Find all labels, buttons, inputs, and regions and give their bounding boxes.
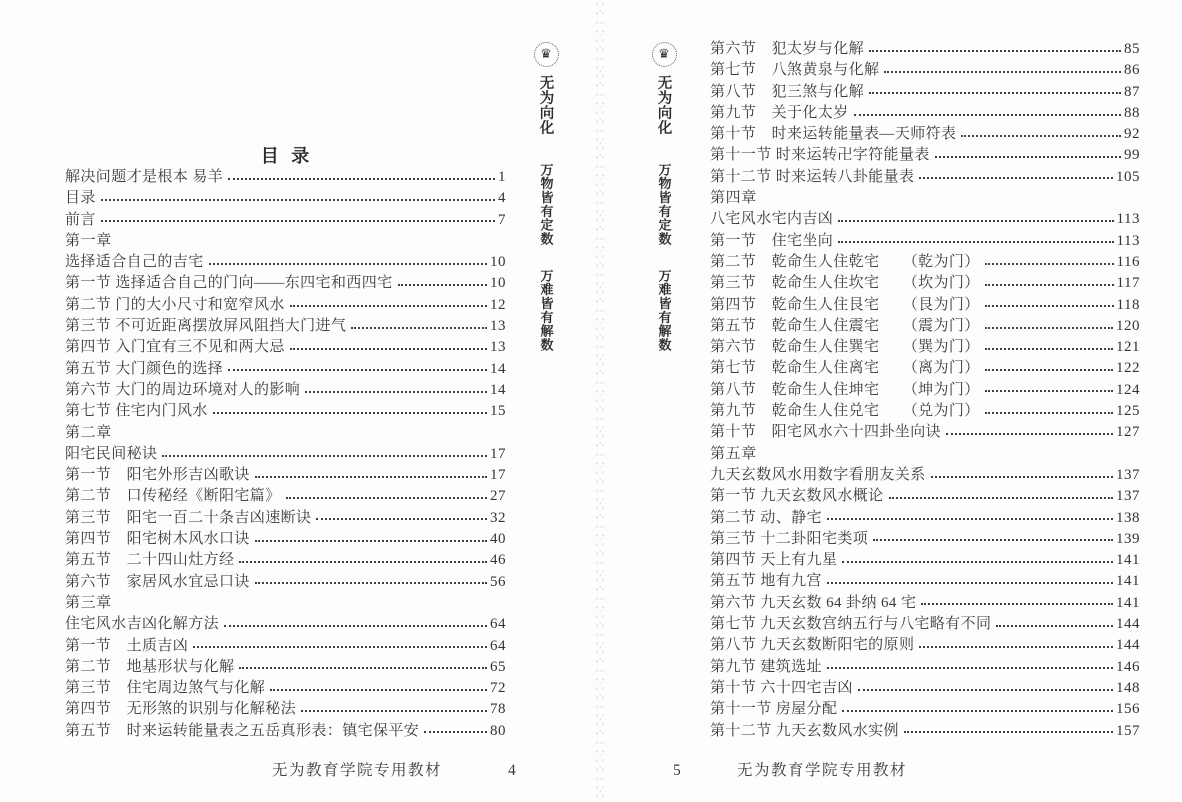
toc-entry-title: 第四节 阳宅树木风水口诀 bbox=[65, 531, 250, 548]
dot-leader bbox=[985, 305, 1114, 307]
toc-chapter-heading bbox=[65, 423, 506, 444]
toc-entry-title: 选择适合自己的吉宅 bbox=[65, 254, 204, 271]
toc-entry-title: 九天玄数风水用数字看朋友关系 bbox=[710, 466, 926, 483]
toc-entry-title: 第十二节 九天玄数风水实例 bbox=[710, 722, 899, 739]
toc-entry-title: 第六节 九天玄数 64 卦纳 64 宅 bbox=[710, 594, 917, 611]
toc-entry bbox=[65, 444, 506, 465]
dot-leader bbox=[827, 518, 1113, 520]
toc-entry-page: 15 bbox=[490, 403, 506, 420]
toc-entry-title: 第五节 乾命生人住震宅 （震为门） bbox=[710, 317, 980, 334]
dot-leader bbox=[842, 710, 1113, 712]
toc-entry bbox=[65, 401, 506, 422]
toc-entry-title: 第四节 无形煞的识别与化解秘法 bbox=[65, 701, 297, 718]
toc-entry bbox=[65, 572, 506, 593]
toc-entry-page: 141 bbox=[1116, 573, 1140, 590]
toc-entry-title: 第一节 土质吉凶 bbox=[65, 637, 189, 654]
toc-entry-title: 第一节 九天玄数风水概论 bbox=[710, 488, 884, 505]
toc-entry-title: 阳宅民间秘诀 bbox=[65, 445, 158, 462]
right-toc-list bbox=[710, 39, 1140, 742]
toc-chapter-heading bbox=[710, 188, 1140, 209]
toc-entry-title: 第二节 乾命生人住乾宅 （乾为门） bbox=[710, 253, 980, 270]
toc-entry-page: 10 bbox=[490, 254, 506, 271]
dot-leader bbox=[946, 433, 1113, 435]
toc-entry-title: 第六节 大门的周边环境对人的影响 bbox=[65, 381, 301, 398]
dot-leader bbox=[255, 582, 487, 584]
dot-leader bbox=[193, 646, 487, 648]
dot-leader bbox=[838, 220, 1113, 222]
toc-entry-page: 137 bbox=[1116, 466, 1140, 483]
toc-entry-page: 99 bbox=[1124, 147, 1140, 164]
toc-entry bbox=[710, 529, 1140, 550]
toc-entry-title: 第四节 入门宜有三不见和两大忌 bbox=[65, 339, 285, 356]
dot-leader bbox=[239, 667, 487, 669]
left-toc-list bbox=[65, 167, 506, 742]
dot-leader bbox=[838, 241, 1113, 243]
dot-leader bbox=[239, 561, 487, 563]
toc-entry-page: 120 bbox=[1116, 317, 1140, 334]
toc-entry bbox=[710, 273, 1140, 294]
toc-entry-page: 64 bbox=[490, 616, 506, 633]
dot-leader bbox=[904, 731, 1113, 733]
toc-entry-title: 第五章 bbox=[710, 445, 757, 462]
toc-entry-title: 住宅风水吉凶化解方法 bbox=[65, 616, 220, 633]
dot-leader bbox=[985, 327, 1113, 329]
toc-entry-page: 32 bbox=[490, 509, 506, 526]
toc-entry bbox=[65, 486, 506, 507]
toc-entry-page: 12 bbox=[490, 296, 506, 313]
toc-entry-page: 88 bbox=[1124, 104, 1140, 121]
dot-leader bbox=[854, 114, 1121, 116]
toc-entry-page: 118 bbox=[1116, 296, 1140, 313]
toc-entry-page: 138 bbox=[1116, 509, 1140, 526]
dot-leader bbox=[228, 178, 495, 180]
dot-leader bbox=[996, 625, 1113, 627]
toc-entry-page: 46 bbox=[490, 552, 506, 569]
toc-entry bbox=[65, 337, 506, 358]
toc-entry-title: 第七节 八煞黄泉与化解 bbox=[710, 62, 880, 79]
dot-leader bbox=[985, 263, 1114, 265]
toc-entry bbox=[710, 657, 1140, 678]
toc-entry-page: 72 bbox=[490, 680, 506, 697]
toc-entry bbox=[65, 508, 506, 529]
toc-entry-page: 122 bbox=[1116, 360, 1140, 377]
toc-entry-title: 第十节 阳宅风水六十四卦坐向诀 bbox=[710, 424, 942, 441]
toc-chapter-heading bbox=[710, 444, 1140, 465]
dot-leader bbox=[301, 710, 487, 712]
dot-leader bbox=[290, 348, 487, 350]
toc-entry bbox=[710, 295, 1140, 316]
dot-leader bbox=[224, 625, 487, 627]
toc-entry-title: 前言 bbox=[65, 211, 96, 228]
toc-entry-title: 第二节 口传秘经《断阳宅篇》 bbox=[65, 488, 281, 505]
toc-entry bbox=[710, 82, 1140, 103]
toc-entry bbox=[710, 60, 1140, 81]
toc-entry-page: 139 bbox=[1116, 530, 1140, 547]
toc-entry-title: 第一节 住宅坐向 bbox=[710, 232, 834, 249]
toc-entry-title: 第五节 大门颜色的选择 bbox=[65, 360, 224, 377]
toc-entry bbox=[710, 721, 1140, 742]
dot-leader bbox=[921, 603, 1113, 605]
toc-entry-page: 14 bbox=[490, 360, 506, 377]
toc-entry bbox=[710, 422, 1140, 443]
left-footer-page-number: 4 bbox=[508, 762, 516, 779]
toc-entry-title: 第九节 关于化太岁 bbox=[710, 104, 849, 121]
toc-entry-page: 117 bbox=[1116, 275, 1140, 292]
toc-entry bbox=[65, 678, 506, 699]
toc-entry bbox=[65, 210, 506, 231]
toc-entry-page: 92 bbox=[1124, 126, 1140, 143]
toc-entry-page: 7 bbox=[498, 211, 506, 228]
toc-entry-page: 144 bbox=[1116, 637, 1140, 654]
dot-leader bbox=[842, 561, 1113, 563]
spine-column-left bbox=[530, 42, 562, 352]
toc-entry-title: 解决问题才是根本 易羊 bbox=[65, 169, 224, 185]
dot-leader bbox=[286, 497, 487, 499]
toc-entry-title: 第十二节 时来运转八卦能量表 bbox=[710, 168, 915, 185]
toc-entry-page: 144 bbox=[1116, 616, 1140, 633]
toc-entry-page: 80 bbox=[490, 722, 506, 739]
toc-entry-title: 第三节 十二卦阳宅类项 bbox=[710, 530, 869, 547]
toc-entry bbox=[710, 252, 1140, 273]
toc-entry-title: 目录 bbox=[65, 190, 96, 207]
toc-entry bbox=[710, 635, 1140, 656]
toc-entry-title: 第七节 住宅内门风水 bbox=[65, 403, 208, 420]
toc-entry bbox=[65, 316, 506, 337]
toc-entry-page: 4 bbox=[498, 190, 506, 207]
toc-entry bbox=[65, 188, 506, 209]
toc-entry-page: 116 bbox=[1116, 253, 1140, 270]
toc-entry-title: 第八节 九天玄数断阳宅的原则 bbox=[710, 637, 915, 654]
dot-leader bbox=[889, 497, 1113, 499]
toc-entry bbox=[65, 721, 506, 742]
dot-leader bbox=[316, 518, 487, 520]
toc-entry bbox=[65, 657, 506, 678]
crown-glyph: ♛ bbox=[658, 47, 670, 62]
right-footer-page-number: 5 bbox=[673, 762, 681, 779]
toc-entry-page: 141 bbox=[1116, 552, 1140, 569]
toc-entry-title: 第四章 bbox=[710, 190, 757, 207]
toc-entry-title: 第一节 选择适合自己的门向——东四宅和西四宅 bbox=[65, 275, 393, 292]
dot-leader bbox=[213, 412, 487, 414]
toc-entry-page: 13 bbox=[490, 318, 506, 335]
right-page bbox=[710, 39, 1140, 742]
dot-leader bbox=[985, 284, 1114, 286]
dot-leader bbox=[255, 476, 487, 478]
toc-entry-title: 第九节 乾命生人住兑宅 （兑为门） bbox=[710, 403, 980, 420]
dot-leader bbox=[255, 540, 487, 542]
spine-brand-text: 无为向化 bbox=[655, 75, 672, 135]
toc-entry-page: 10 bbox=[490, 275, 506, 292]
toc-entry-page: 40 bbox=[490, 531, 506, 548]
toc-entry bbox=[710, 486, 1140, 507]
toc-entry bbox=[710, 614, 1140, 635]
toc-entry-page: 56 bbox=[490, 573, 506, 590]
toc-entry-title: 第一章 bbox=[65, 232, 112, 249]
toc-title: 目 录 bbox=[260, 146, 311, 166]
toc-entry-page: 85 bbox=[1124, 41, 1140, 57]
dot-leader bbox=[873, 539, 1113, 541]
toc-entry bbox=[65, 380, 506, 401]
spine-motto-1: 万物皆有定数 bbox=[538, 163, 554, 246]
toc-entry bbox=[710, 358, 1140, 379]
toc-entry-page: 86 bbox=[1124, 62, 1140, 79]
dot-leader bbox=[101, 220, 495, 222]
dot-leader bbox=[869, 50, 1121, 52]
dot-leader bbox=[228, 369, 487, 371]
dot-leader bbox=[305, 391, 487, 393]
toc-chapter-heading bbox=[65, 593, 506, 614]
toc-entry bbox=[710, 103, 1140, 124]
toc-entry-title: 第五节 二十四山灶方经 bbox=[65, 552, 235, 569]
toc-entry-page: 64 bbox=[490, 637, 506, 654]
dot-leader bbox=[919, 177, 1113, 179]
toc-chapter-heading bbox=[65, 231, 506, 252]
dot-leader bbox=[884, 71, 1121, 73]
dot-leader bbox=[101, 199, 495, 201]
toc-entry bbox=[65, 699, 506, 720]
toc-entry bbox=[710, 571, 1140, 592]
toc-entry-title: 第八节 犯三煞与化解 bbox=[710, 83, 865, 100]
toc-entry-page: 27 bbox=[490, 488, 506, 505]
toc-entry bbox=[65, 614, 506, 635]
toc-entry-title: 第二节 动、静宅 bbox=[710, 509, 822, 526]
toc-entry-page: 65 bbox=[490, 658, 506, 675]
toc-entry bbox=[710, 465, 1140, 486]
toc-entry-page: 87 bbox=[1124, 83, 1140, 100]
toc-entry-page: 121 bbox=[1116, 339, 1140, 356]
toc-entry-page: 17 bbox=[490, 467, 506, 484]
toc-entry-page: 148 bbox=[1116, 679, 1140, 696]
toc-entry-page: 156 bbox=[1116, 701, 1140, 718]
dot-leader bbox=[351, 327, 487, 329]
toc-entry-title: 第二章 bbox=[65, 424, 112, 441]
toc-entry bbox=[710, 39, 1140, 60]
toc-entry-title: 第四节 天上有九星 bbox=[710, 552, 838, 569]
toc-entry-page: 113 bbox=[1116, 232, 1140, 249]
toc-entry-title: 第三节 阳宅一百二十条吉凶速断诀 bbox=[65, 509, 312, 526]
toc-entry bbox=[710, 699, 1140, 720]
toc-entry bbox=[65, 529, 506, 550]
toc-entry bbox=[710, 380, 1140, 401]
toc-entry-title: 第三节 乾命生人住坎宅 （坎为门） bbox=[710, 275, 980, 292]
toc-entry-title: 第六节 乾命生人住巽宅 （巽为门） bbox=[710, 339, 980, 356]
dot-leader bbox=[858, 689, 1113, 691]
toc-entry-title: 第二节 地基形状与化解 bbox=[65, 658, 235, 675]
toc-entry-page: 127 bbox=[1116, 424, 1140, 441]
toc-entry-page: 78 bbox=[490, 701, 506, 718]
toc-entry-page: 157 bbox=[1116, 722, 1140, 739]
toc-entry-title: 第九节 建筑选址 bbox=[710, 658, 822, 675]
toc-entry-title: 第十节 时来运转能量表—天师符表 bbox=[710, 126, 957, 143]
dot-leader bbox=[209, 263, 487, 265]
toc-entry-title: 第一节 阳宅外形吉凶歌诀 bbox=[65, 467, 250, 484]
dot-leader bbox=[827, 667, 1113, 669]
spine-motto-2: 万难皆有解数 bbox=[656, 268, 672, 352]
left-page bbox=[65, 145, 506, 742]
toc-entry bbox=[710, 401, 1140, 422]
dot-leader bbox=[985, 390, 1113, 392]
toc-entry bbox=[65, 252, 506, 273]
toc-entry-title: 第七节 九天玄数宫纳五行与八宅略有不同 bbox=[710, 616, 992, 633]
toc-entry-page: 13 bbox=[490, 339, 506, 356]
toc-entry-page: 14 bbox=[490, 381, 506, 398]
toc-entry-title: 第三章 bbox=[65, 594, 112, 611]
dot-leader bbox=[985, 412, 1113, 414]
toc-entry-page: 141 bbox=[1116, 594, 1140, 611]
toc-entry bbox=[710, 145, 1140, 166]
toc-entry bbox=[710, 508, 1140, 529]
toc-entry-page: 146 bbox=[1116, 658, 1140, 675]
toc-entry bbox=[710, 209, 1140, 230]
dot-leader bbox=[919, 646, 1113, 648]
crown-logo-icon bbox=[652, 42, 677, 67]
toc-entry-title: 第五节 时来运转能量表之五岳真形表：镇宅保平安 bbox=[65, 722, 420, 739]
toc-entry-page: 113 bbox=[1116, 211, 1140, 228]
dot-leader bbox=[935, 156, 1121, 158]
spine-column-right bbox=[648, 42, 680, 352]
toc-entry bbox=[65, 636, 506, 657]
crown-glyph: ♛ bbox=[540, 47, 552, 62]
toc-entry-title: 第三节 住宅周边煞气与化解 bbox=[65, 680, 266, 697]
toc-entry-page: 17 bbox=[490, 445, 506, 462]
toc-entry bbox=[710, 231, 1140, 252]
toc-entry-title: 第十一节 时来运转卍字符能量表 bbox=[710, 147, 930, 164]
dot-leader bbox=[985, 348, 1113, 350]
dot-leader bbox=[290, 305, 487, 307]
toc-entry bbox=[710, 550, 1140, 571]
toc-entry bbox=[710, 337, 1140, 358]
toc-entry-title: 第八节 乾命生人住坤宅 （坤为门） bbox=[710, 381, 980, 398]
toc-entry-page: 124 bbox=[1116, 381, 1140, 398]
dot-leader bbox=[961, 135, 1121, 137]
toc-entry-title: 第二节 门的大小尺寸和宽窄风水 bbox=[65, 296, 285, 313]
toc-entry-title: 第十一节 房屋分配 bbox=[710, 701, 838, 718]
toc-entry bbox=[65, 295, 506, 316]
dot-leader bbox=[931, 476, 1113, 478]
dot-leader bbox=[424, 731, 487, 733]
dot-leader bbox=[985, 369, 1113, 371]
toc-entry bbox=[710, 593, 1140, 614]
spine-motto-1: 万物皆有定数 bbox=[656, 163, 672, 246]
toc-entry-title: 第五节 地有九宫 bbox=[710, 573, 822, 590]
toc-entry bbox=[65, 465, 506, 486]
dot-leader bbox=[869, 92, 1121, 94]
toc-entry bbox=[65, 273, 506, 294]
toc-entry-page: 137 bbox=[1116, 488, 1140, 505]
right-footer-text: 无为教育学院专用教材 bbox=[737, 762, 908, 779]
dot-leader bbox=[398, 284, 487, 286]
toc-entry bbox=[65, 359, 506, 380]
toc-entry-page: 125 bbox=[1116, 403, 1140, 420]
toc-entry bbox=[710, 167, 1140, 188]
left-footer-text: 无为教育学院专用教材 bbox=[272, 762, 443, 779]
toc-entry bbox=[710, 678, 1140, 699]
dot-leader bbox=[827, 582, 1113, 584]
dot-leader bbox=[162, 455, 487, 457]
toc-entry bbox=[710, 124, 1140, 145]
crown-logo-icon bbox=[534, 42, 559, 67]
toc-entry-title: 第六节 犯太岁与化解 bbox=[710, 41, 865, 57]
toc-entry bbox=[65, 550, 506, 571]
toc-entry bbox=[710, 316, 1140, 337]
toc-entry-page: 105 bbox=[1116, 168, 1140, 185]
toc-entry-title: 八宅风水宅内吉凶 bbox=[710, 211, 834, 228]
toc-entry-title: 第十节 六十四宅吉凶 bbox=[710, 679, 853, 696]
toc-entry bbox=[65, 167, 506, 188]
toc-entry-title: 第七节 乾命生人住离宅 （离为门） bbox=[710, 360, 980, 377]
spine-motto-2: 万难皆有解数 bbox=[538, 268, 554, 352]
toc-entry-title: 第三节 不可近距离摆放屏风阻挡大门进气 bbox=[65, 318, 347, 335]
page-gutter bbox=[594, 0, 607, 802]
dot-leader bbox=[270, 689, 487, 691]
spine-brand-text: 无为向化 bbox=[537, 75, 554, 135]
toc-entry-title: 第四节 乾命生人住艮宅 （艮为门） bbox=[710, 296, 980, 313]
toc-entry-page: 1 bbox=[498, 169, 506, 185]
toc-entry-title: 第六节 家居风水宜忌口诀 bbox=[65, 573, 250, 590]
